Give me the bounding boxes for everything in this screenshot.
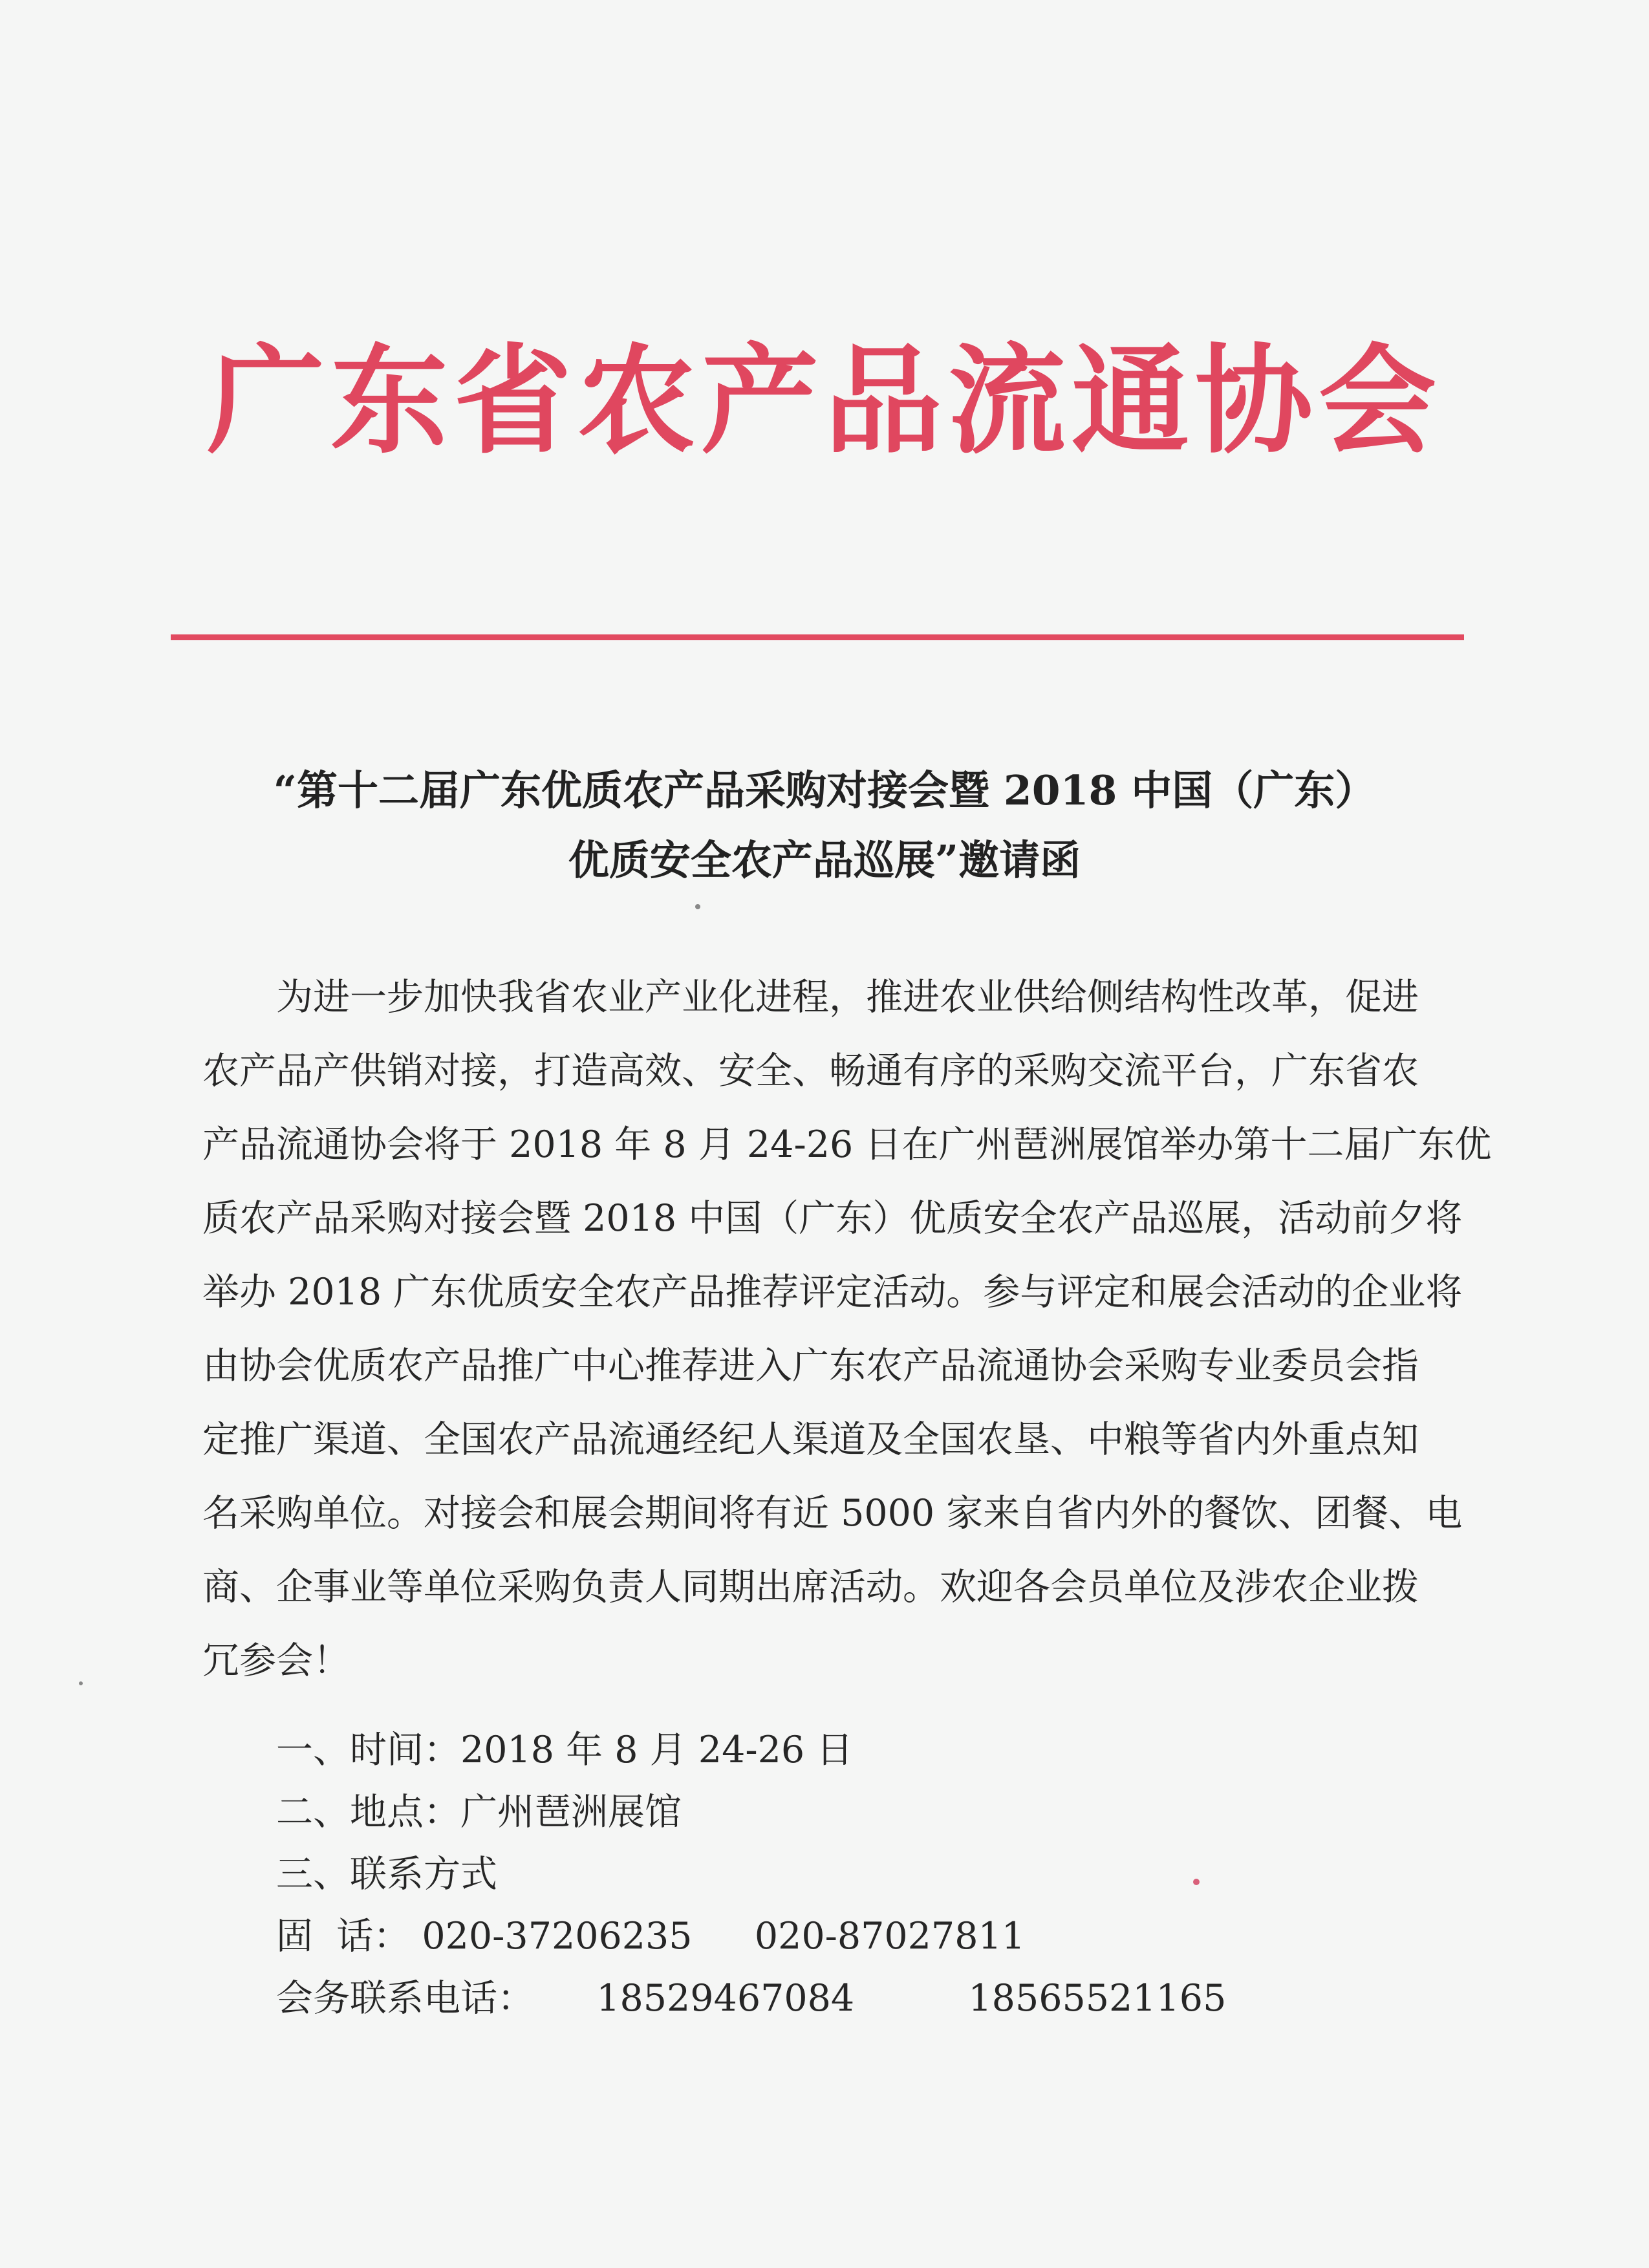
contact-heading: 三、联系方式 <box>276 1853 497 1895</box>
body-line: 农产品产供销对接，打造高效、安全、畅通有序的采购交流平台，广东省农 <box>202 1050 1419 1092</box>
body-line: 由协会优质农产品推广中心推荐进入广东农产品流通协会采购专业委员会指 <box>202 1345 1419 1387</box>
document-title <box>194 755 1455 895</box>
body-line: 质农产品采购对接会暨 2018 中国（广东）优质安全农产品巡展，活动前夕将 <box>202 1197 1463 1240</box>
body-line: 产品流通协会将于 2018 年 8 月 24-26 日在广州琶洲展馆举办第十二届广东优 <box>202 1123 1492 1166</box>
scan-speck <box>695 904 700 909</box>
landline-number-1: 020-37206235 <box>422 1915 693 1958</box>
landline-row <box>276 1905 1226 1967</box>
scan-speck <box>1193 1879 1200 1885</box>
event-info <box>276 1719 1226 2029</box>
body-line: 为进一步加快我省农业产业化进程，推进农业供给侧结构性改革，促进 <box>276 976 1419 1019</box>
title-line-2: 优质安全农产品巡展”邀请函 <box>568 836 1081 884</box>
body-line: 冗参会！ <box>202 1639 350 1682</box>
mobile-number-2: 18565521165 <box>968 1977 1227 2020</box>
event-place: 二、地点：广州琶洲展馆 <box>276 1791 682 1833</box>
body-line: 定推广渠道、全国农产品流通经纪人渠道及全国农垦、中粮等省内外重点知 <box>202 1418 1419 1461</box>
document-body <box>202 960 1492 1698</box>
letterhead-red-rule <box>171 634 1464 640</box>
event-time: 一、时间：2018 年 8 月 24-26 日 <box>276 1729 854 1771</box>
mobile-number-1: 18529467084 <box>596 1977 855 2020</box>
scan-speck <box>79 1681 83 1685</box>
body-line: 名采购单位。对接会和展会期间将有近 5000 家来自省内外的餐饮、团餐、电 <box>202 1492 1463 1535</box>
landline-number-2: 020-87027811 <box>754 1915 1025 1958</box>
title-line-1: “第十二届广东优质农产品采购对接会暨 2018 中国（广东） <box>273 766 1376 814</box>
body-line: 商、企事业等单位采购负责人同期出席活动。欢迎各会员单位及涉农企业拨 <box>202 1566 1419 1608</box>
landline-label: 固 话： <box>276 1915 411 1958</box>
mobile-label: 会务联系电话： <box>276 1977 534 2020</box>
letterhead-org-name: 广东省农产品流通协会 <box>207 332 1442 470</box>
body-line: 举办 2018 广东优质安全农产品推荐评定活动。参与评定和展会活动的企业将 <box>202 1271 1463 1313</box>
mobile-row <box>276 1967 1226 2029</box>
